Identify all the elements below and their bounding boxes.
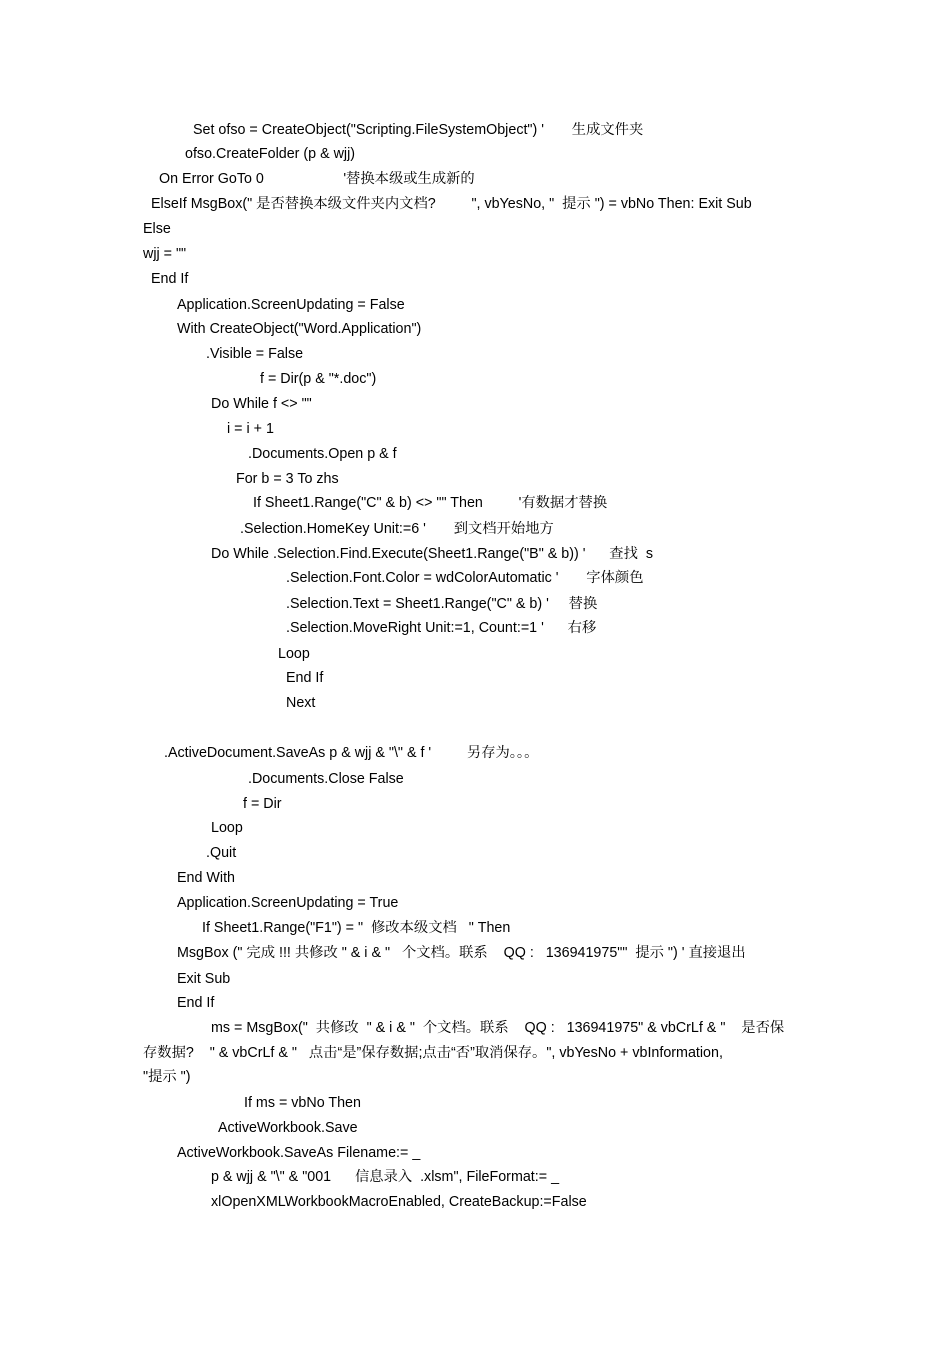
code-line: If Sheet1.Range("C" & b) <> "" Then '有数据才替换 xyxy=(253,495,608,511)
code-line: Else xyxy=(143,221,171,237)
code-line: Set ofso = CreateObject("Scripting.FileSystemObject") ' 生成文件夹 xyxy=(193,122,644,138)
code-line: Application.ScreenUpdating = True xyxy=(177,895,399,911)
code-line: With CreateObject("Word.Application") xyxy=(177,321,422,337)
code-line: Loop xyxy=(278,646,310,662)
code-line: End If xyxy=(151,271,189,287)
code-line: .Documents.Close False xyxy=(248,771,404,787)
code-line: If Sheet1.Range("F1") = " 修改本级文档 " Then xyxy=(202,920,511,936)
code-line: .Documents.Open p & f xyxy=(248,446,397,462)
code-line: Do While .Selection.Find.Execute(Sheet1.Range("B" & b)) ' 查找 s xyxy=(211,546,653,562)
code-line: End If xyxy=(286,670,324,686)
code-line: ActiveWorkbook.SaveAs Filename:= _ xyxy=(177,1145,421,1161)
code-line: i = i + 1 xyxy=(227,421,274,437)
code-line: .Selection.MoveRight Unit:=1, Count:=1 ' 右移 xyxy=(286,620,597,636)
code-line: .Visible = False xyxy=(206,346,304,362)
code-line: ActiveWorkbook.Save xyxy=(218,1120,358,1136)
code-line: ElseIf MsgBox(" 是否替换本级文件夹内文档? ", vbYesNo, " 提示 ") = vbNo Then: Exit Sub xyxy=(151,196,752,212)
code-line: .Selection.HomeKey Unit:=6 ' 到文档开始地方 xyxy=(240,521,554,537)
code-line: End With xyxy=(177,870,236,886)
code-line: ms = MsgBox(" 共修改 " & i & " 个文档。联系 QQ : 136941975" & vbCrLf & " 是否保 xyxy=(211,1020,785,1036)
code-line: Exit Sub xyxy=(177,971,231,987)
code-line: .ActiveDocument.SaveAs p & wjj & "\" & f ' 另存为。。。 xyxy=(164,745,539,761)
code-line: p & wjj & "\" & "001 信息录入 .xlsm", FileFormat:= _ xyxy=(211,1169,560,1185)
code-line: .Quit xyxy=(206,845,237,861)
code-line: .Selection.Font.Color = wdColorAutomatic ' 字体颜色 xyxy=(286,570,644,586)
code-line: Loop xyxy=(211,820,243,836)
code-line: End If xyxy=(177,995,215,1011)
code-line: On Error GoTo 0 '替换本级或生成新的 xyxy=(159,171,475,187)
code-line: "提示 ") xyxy=(143,1069,191,1085)
code-line: Application.ScreenUpdating = False xyxy=(177,297,405,313)
code-line: f = Dir(p & "*.doc") xyxy=(260,371,377,387)
code-line: f = Dir xyxy=(243,796,282,812)
code-line: xlOpenXMLWorkbookMacroEnabled, CreateBackup:=False xyxy=(211,1194,587,1210)
code-line: Next xyxy=(286,695,316,711)
code-line: ofso.CreateFolder (p & wjj) xyxy=(185,146,356,162)
code-line: 存数据? " & vbCrLf & " 点击“是”保存数据;点击“否”取消保存。", vbYesNo + vbInformation, xyxy=(143,1045,723,1061)
code-line: wjj = "" xyxy=(143,246,187,262)
code-line: MsgBox (" 完成 !!! 共修改 " & i & " 个文档。联系 QQ : 136941975"" 提示 ") ' 直接退出 xyxy=(177,945,746,961)
code-line: Do While f <> "" xyxy=(211,396,312,412)
code-line: .Selection.Text = Sheet1.Range("C" & b) ' 替换 xyxy=(286,596,598,612)
code-line: If ms = vbNo Then xyxy=(244,1095,361,1111)
code-line: For b = 3 To zhs xyxy=(236,471,339,487)
